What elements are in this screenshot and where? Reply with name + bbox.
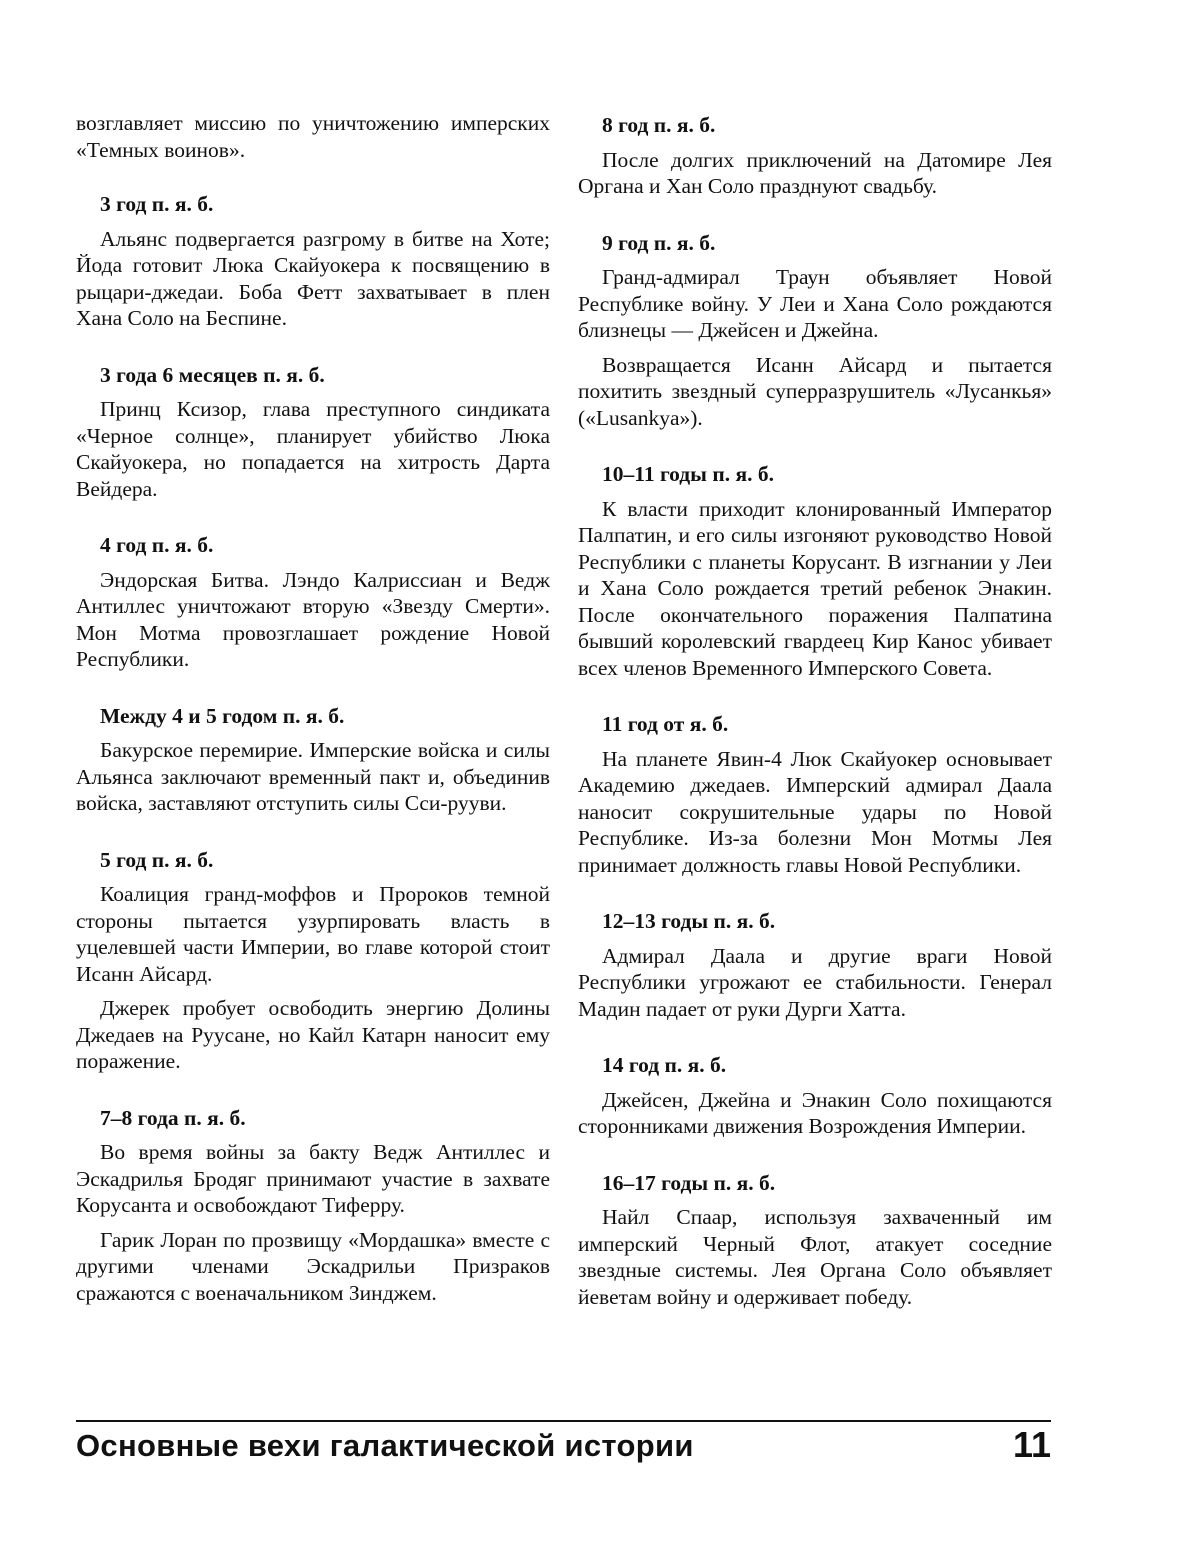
timeline-entry <box>76 701 550 817</box>
entry-paragraph: Джейсен, Джейна и Энакин Соло похищаются сторонниками движения Возрождения Империи. <box>578 1087 1052 1138</box>
entry-heading: 8 год п. я. б. <box>602 113 716 137</box>
entry-heading: 16–17 годы п. я. б. <box>602 1170 776 1195</box>
entry-paragraph: Гранд-адмирал Траун объявляет Новой Республике войну. У Леи и Хана Соло рождаются близнецы — Джейсен и Джейна. <box>578 265 1052 342</box>
timeline-entry <box>76 845 550 1075</box>
entry-paragraph: После долгих приключений на Датомире Лея Органа и Хан Соло празднуют свадьбу. <box>578 147 1052 198</box>
running-footer-title: Основные вехи галактической истории <box>76 1428 694 1463</box>
footer-divider <box>76 1420 1051 1422</box>
entry-paragraph: Альянс подвергается разгрому в битве на Хоте; Йода готовит Люка Скайуокера к посвящению в рыцари-джедаи. Боба Фетт захватывает в плен Хана Соло на Беспине. <box>76 226 550 330</box>
entry-heading: 12–13 годы п. я. б. <box>602 909 776 933</box>
entry-heading: 3 года 6 месяцев п. я. б. <box>100 362 325 387</box>
intro-paragraph: возглавляет миссию по уничтожению имперских «Темных воинов». <box>76 111 550 162</box>
entry-paragraph: Эндорская Битва. Лэндо Калриссиан и Ведж Антиллес уничтожают вторую «Звезду Смерти». Мон Мотма провозглашает рождение Новой Республики. <box>76 567 550 671</box>
timeline-entry <box>578 459 1052 681</box>
timeline-entry <box>578 906 1052 1022</box>
page-number: 11 <box>1012 1424 1051 1465</box>
left-column <box>76 110 550 1334</box>
entry-heading: 4 год п. я. б. <box>100 533 214 557</box>
timeline-entry <box>76 1103 550 1307</box>
entry-paragraph: Джерек пробует освободить энергию Долины Джедаев на Руусане, но Кайл Катарн наносит ему поражение. <box>76 996 550 1073</box>
entry-heading: 3 год п. я. б. <box>100 192 214 216</box>
timeline-entry <box>76 530 550 673</box>
timeline-entry <box>578 709 1052 878</box>
entry-paragraph: Адмирал Даала и другие враги Новой Республики угрожают ее стабильности. Генерал Мадин падает от руки Дурги Хатта. <box>578 943 1052 1021</box>
entry-heading: 5 год п. я. б. <box>100 847 214 872</box>
timeline-entry <box>578 228 1052 432</box>
entry-paragraph: Во время войны за бакту Ведж Антиллес и Эскадрилья Бродяг принимают участие в захвате Корусанта и освобождают Тиферру. <box>76 1140 550 1217</box>
entry-heading: 14 год п. я. б. <box>602 1053 727 1077</box>
timeline-entry <box>578 1050 1052 1140</box>
timeline-entry <box>578 110 1052 200</box>
entry-heading: 10–11 годы п. я. б. <box>602 462 774 486</box>
timeline-entry <box>76 189 550 332</box>
entry-paragraph: Найл Спаар, используя захваченный им имперский Черный Флот, атакует соседние звездные системы. Лея Органа Соло объявляет йеветам войну и одерживает победу. <box>578 1205 1052 1309</box>
entry-paragraph: Возвращается Исанн Айсард и пытается похитить звездный суперразрушитель «Лусанкья» («Lusankya»). <box>578 352 1052 430</box>
entry-heading: 7–8 года п. я. б. <box>100 1105 246 1130</box>
entry-paragraph: Гарик Лоран по прозвищу «Мордашка» вместе с другими членами Эскадрильи Призраков сражаются с военачальником Зинджем. <box>76 1227 550 1305</box>
entry-paragraph: На планете Явин-4 Люк Скайуокер основывает Академию джедаев. Имперский адмирал Даала наносит сокрушительные удары по Новой Республике. Из-за болезни Мон Мотмы Лея принимает должность главы Новой Республики. <box>578 746 1052 877</box>
entry-paragraph: Коалиция гранд-моффов и Пророков темной стороны пытается узурпировать власть в уцелевшей части Империи, во главе которой стоит Исанн Айсард. <box>76 882 550 986</box>
entry-paragraph: Принц Ксизор, глава преступного синдиката «Черное солнце», планирует убийство Люка Скайуокера, но попадается на хитрость Дарта Вейдера. <box>76 397 550 501</box>
timeline-entry <box>578 1168 1052 1311</box>
timeline-entry <box>76 360 550 503</box>
entry-paragraph: К власти приходит клонированный Император Палпатин, и его силы изгоняют руководство Новой Республики с планеты Корусант. В изгнании у Леи и Хана Соло рождается третий ребенок Энакин. После окончательного поражения Палпатина бывший королевский гвардеец Кир Канос убивает всех членов Временного Имперского Совета. <box>578 496 1052 680</box>
entry-heading: Между 4 и 5 годом п. я. б. <box>100 703 345 728</box>
right-column <box>578 110 1052 1338</box>
entry-paragraph: Бакурское перемирие. Имперские войска и силы Альянса заключают временный пакт и, объединив войска, заставляют отступить силы Сси-рууви. <box>76 738 550 815</box>
entry-heading: 11 год от я. б. <box>602 712 729 736</box>
entry-heading: 9 год п. я. б. <box>602 230 716 255</box>
